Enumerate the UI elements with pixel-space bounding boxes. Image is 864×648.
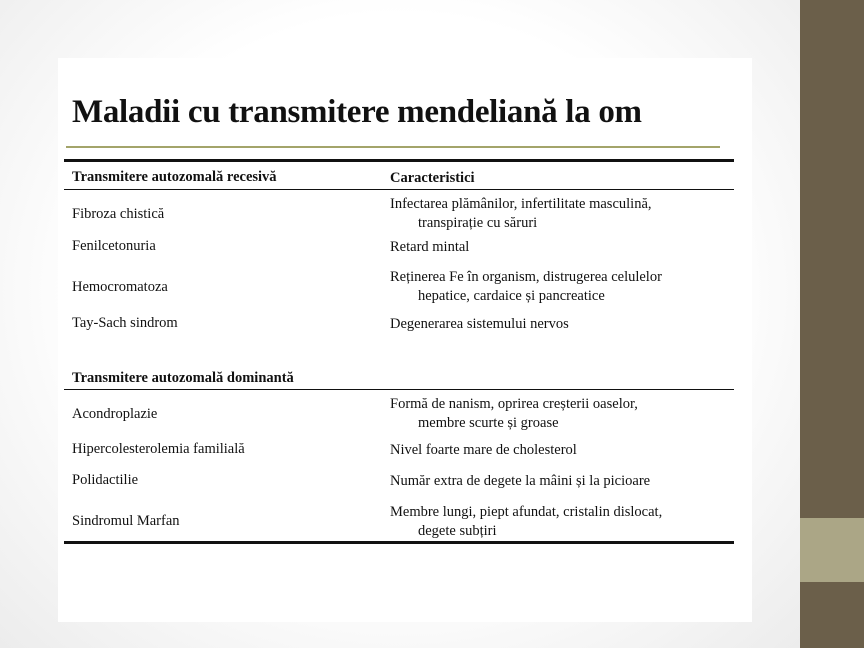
disease-description: Degenerarea sistemului nervos <box>390 316 569 332</box>
header-characteristics: Caracteristici <box>390 170 475 186</box>
table-row <box>64 310 734 340</box>
disease-name: Fenilcetonuria <box>72 238 156 254</box>
disease-name: Sindromul Marfan <box>72 513 180 529</box>
table-row <box>64 438 734 468</box>
table-header-row <box>64 162 734 189</box>
table-row <box>64 190 734 232</box>
side-decoration-accent <box>800 518 864 582</box>
disease-description: Infectarea plămânilor, infertilitate masculină, transpirație cu săruri <box>390 196 652 231</box>
disease-description: Membre lungi, piept afundat, cristalin dislocat, degete subțiri <box>390 504 663 539</box>
header-recessive: Transmitere autozomală recesivă <box>72 169 277 185</box>
table-row <box>64 498 734 541</box>
disease-name: Fibroza chistică <box>72 206 165 222</box>
disease-description: Număr extra de degete la mâini și la picioare <box>390 473 651 489</box>
disease-name: Hipercolesterolemia familială <box>72 441 245 457</box>
slide-title: Maladii cu transmitere mendeliană la om <box>72 94 642 130</box>
disease-name: Tay-Sach sindrom <box>72 315 178 331</box>
disease-name: Acondroplazie <box>72 406 158 422</box>
disease-table <box>64 159 734 544</box>
disease-description: Formă de nanism, oprirea creșterii oaselor, membre scurte și groase <box>390 396 638 431</box>
table-row <box>64 232 734 262</box>
disease-name: Hemocromatoza <box>72 279 168 295</box>
disease-name: Polidactilie <box>72 472 139 488</box>
table-row <box>64 262 734 310</box>
dominant-section-label: Transmitere autozomală dominantă <box>72 370 294 386</box>
table-row <box>64 390 734 438</box>
disease-description: Retard mintal <box>390 239 470 255</box>
table-bottom-rule <box>64 541 734 544</box>
disease-description: Nivel foarte mare de cholesterol <box>390 442 577 458</box>
title-underline <box>66 146 720 148</box>
table-row <box>64 468 734 498</box>
section-header-dominant <box>64 362 734 389</box>
disease-description: Reținerea Fe în organism, distrugerea celulelor hepatice, cardaice și pancreatice <box>390 269 662 304</box>
